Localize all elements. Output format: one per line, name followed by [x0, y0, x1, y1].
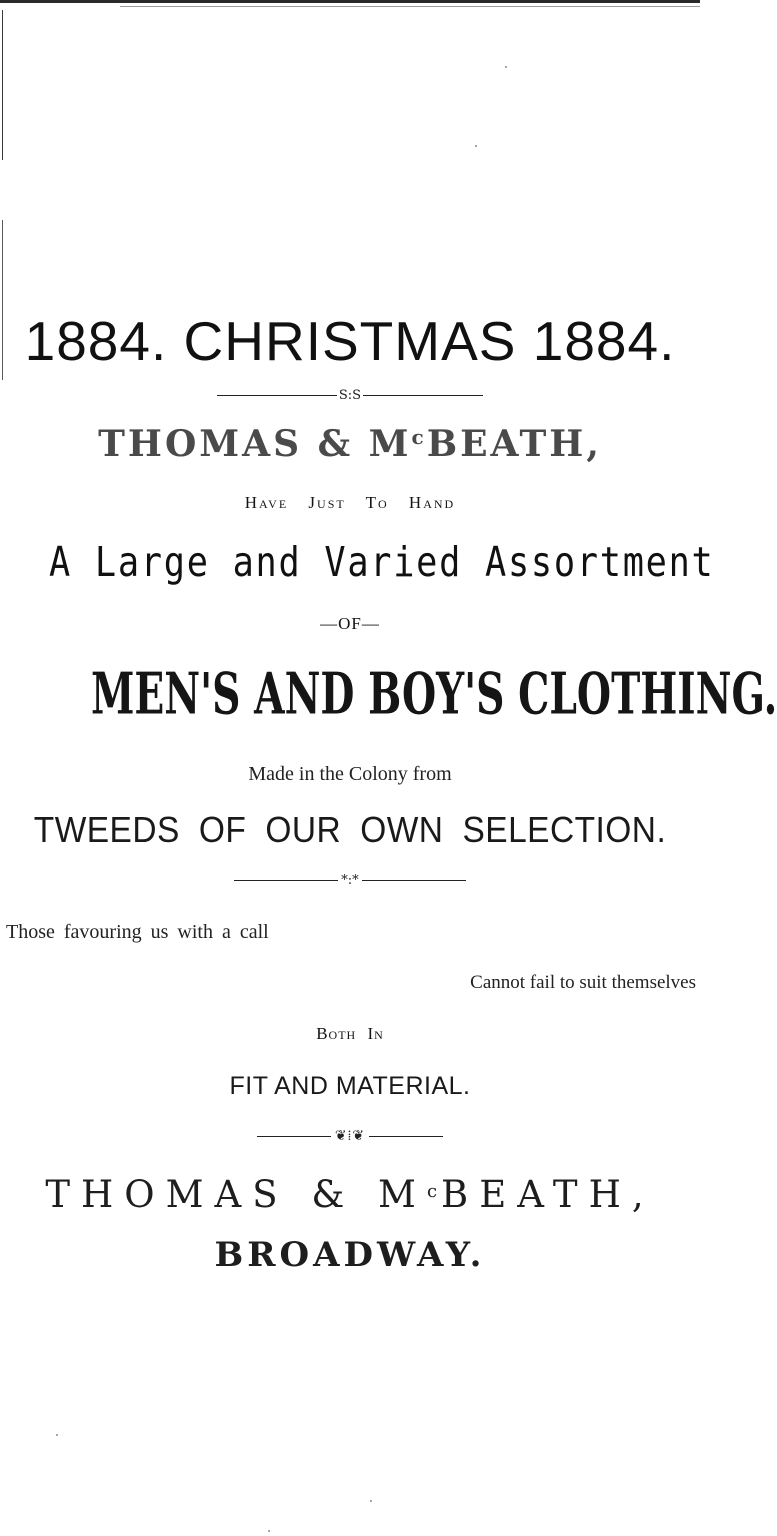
- firm-name-top-sup: c: [411, 425, 427, 449]
- ornamental-divider-middle: [0, 870, 700, 890]
- headline: 1884. CHRISTMAS 1884.: [24, 310, 676, 372]
- firm-name-bottom: [0, 1168, 700, 1219]
- firm-name-bottom-rest: BEATH,: [441, 1173, 655, 1216]
- paper-speck: [475, 145, 477, 147]
- firm-name-top-rest: BEATH,: [426, 423, 602, 465]
- top-thin-rule: [120, 6, 700, 7]
- firm-name-bottom-main: THOMAS & M: [45, 1173, 427, 1216]
- tweeds-line: TWEEDS OF OUR OWN SELECTION.: [33, 809, 667, 850]
- firm-name-top: [0, 412, 700, 469]
- divider3-rule-left: [257, 1136, 331, 1137]
- divider-rule-left: [217, 395, 337, 396]
- of-line: —OF—: [320, 614, 380, 633]
- divider3-rule-right: [369, 1136, 443, 1137]
- made-in-colony: Made in the Colony from: [248, 763, 452, 785]
- left-margin-rule: [2, 10, 3, 160]
- cannot-fail-line: Cannot fail to suit themselves: [470, 972, 696, 993]
- clothing-headline: MEN'S AND BOY'S CLOTHING.: [91, 660, 777, 728]
- divider2-rule-right: [362, 880, 466, 881]
- ornamental-divider-bottom: [0, 1126, 700, 1144]
- paper-speck: [370, 1500, 372, 1502]
- paper-speck: [268, 1530, 270, 1532]
- paper-speck: [505, 66, 507, 68]
- fit-and-material: FIT AND MATERIAL.: [229, 1072, 471, 1100]
- assortment-line: A Large and Varied Assortment: [49, 538, 715, 586]
- divider-ornament: S:S: [338, 388, 362, 403]
- have-just-to-hand: Have Just To Hand: [244, 493, 456, 512]
- ornamental-divider-top: [0, 385, 700, 403]
- both-in-line: Both In: [316, 1024, 384, 1043]
- firm-name-top-main: THOMAS & M: [98, 423, 412, 465]
- firm-name-bottom-sup: c: [426, 1181, 442, 1202]
- top-border-rule: [0, 0, 700, 3]
- address-broadway: BROADWAY.: [214, 1235, 486, 1275]
- favouring-line: Those favouring us with a call: [6, 921, 269, 943]
- divider2-rule-left: [234, 880, 338, 881]
- divider3-ornament: ❦⁞❦: [334, 1128, 366, 1144]
- divider2-ornament: *:*: [341, 873, 359, 888]
- paper-speck: [56, 1434, 58, 1436]
- divider-rule-right: [363, 395, 483, 396]
